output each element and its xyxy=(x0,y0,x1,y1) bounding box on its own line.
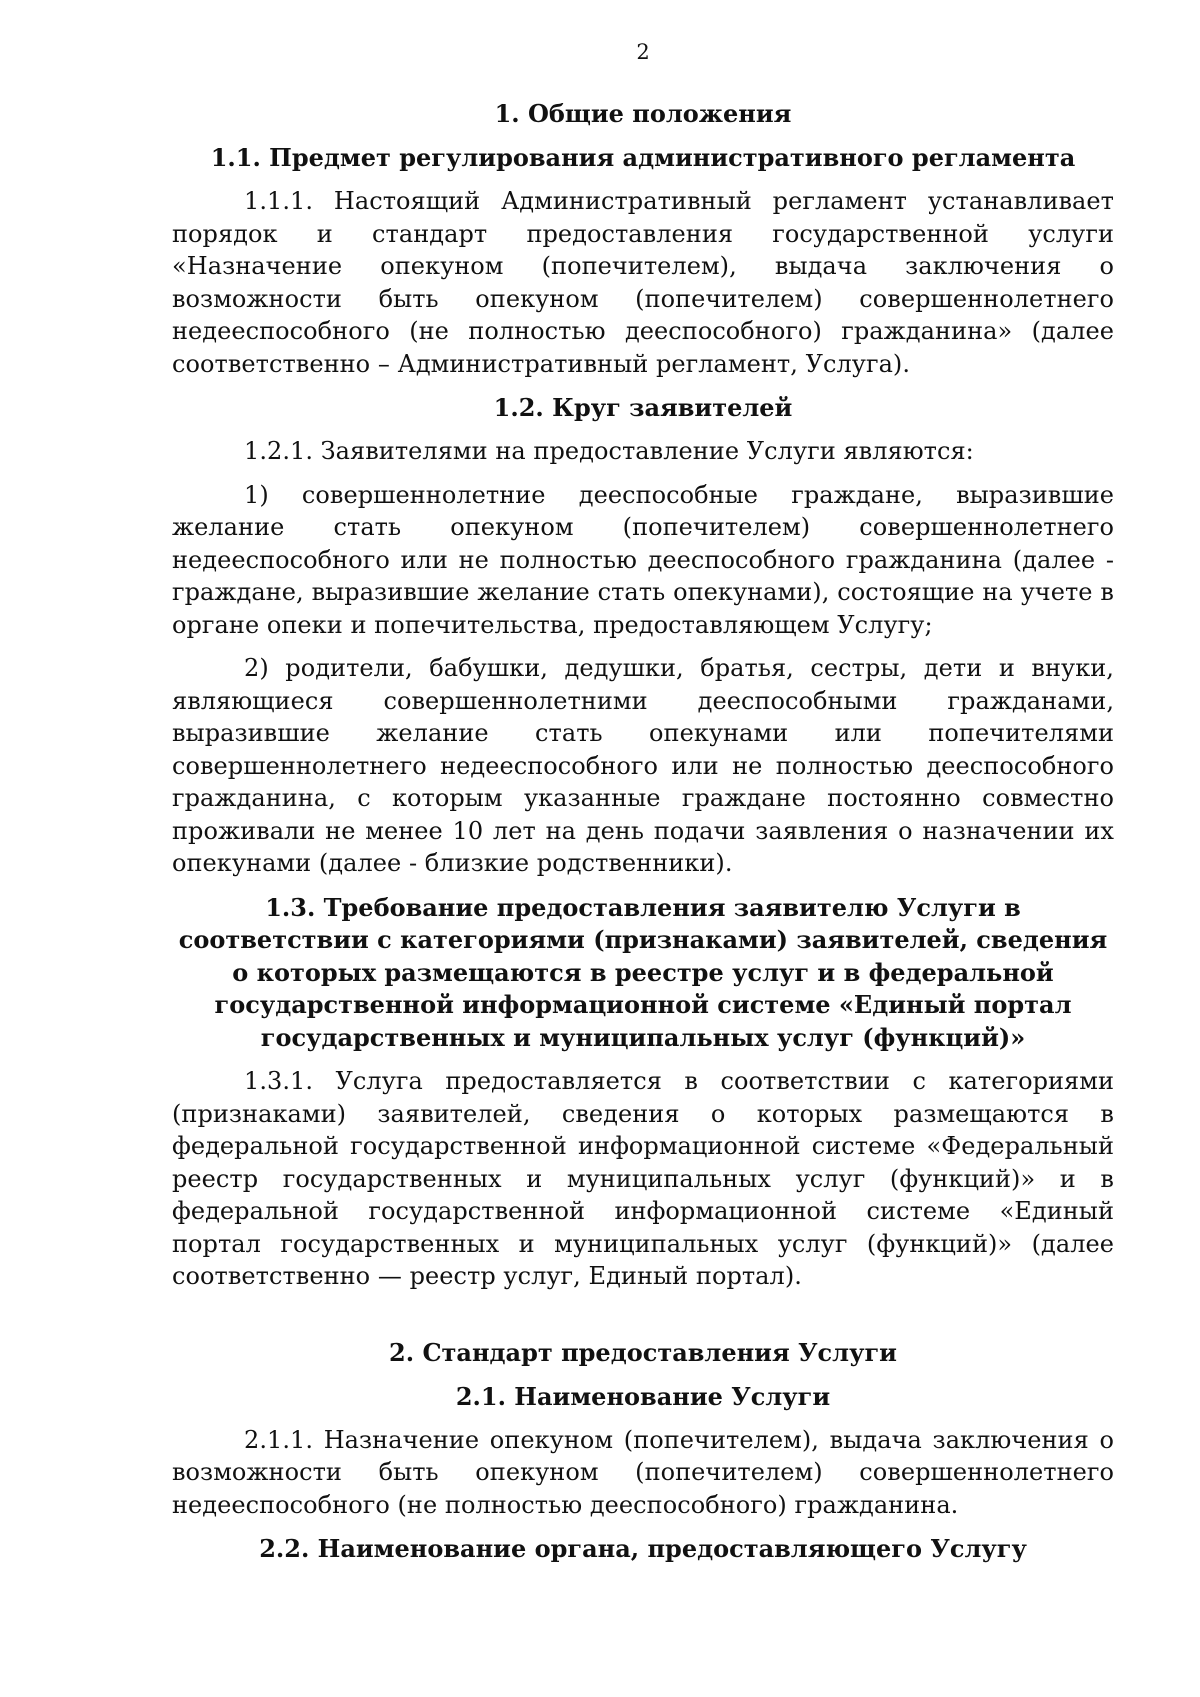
document-body xyxy=(172,98,1114,1565)
section-1-2-title: 1.2. Круг заявителей xyxy=(493,393,793,422)
section-1-3-title: 1.3. Требование предоставления заявителю Услуги в соответствии с категориями (признаками) заявителей, сведения о которых размещаются в реестре услуг и в федеральной государственной информационной системе «Единый портал государственных и муниципальных услуг (функций)» xyxy=(178,892,1108,1052)
section-2-1-title: 2.1. Наименование Услуги xyxy=(455,1381,831,1411)
paragraph-1-2-1-item-1: 1) совершеннолетние дееспособные граждане, выразившие желание стать опекуном (попечителем) совершеннолетнего недееспособного или не полностью дееспособного гражданина (далее - граждане, выразившие желание стать опекунами), состоящие на учете в органе опеки и попечительства, предоставляющем Услугу; xyxy=(172,480,1114,639)
paragraph-1-2-1-item-2: 2) родители, бабушки, дедушки, братья, сестры, дети и внуки, являющиеся совершеннолетними дееспособными гражданами, выразившие желание стать опекунами или попечителями совершеннолетнего недееспособного или не полностью дееспособного гражданина, с которым указанные граждане постоянно совместно проживали не менее 10 лет на день подачи заявления о назначении их опекунами (далее - близкие родственники). xyxy=(172,654,1114,877)
section-2-2-title: 2.2. Наименование органа, предоставляющего Услугу xyxy=(259,1534,1027,1563)
paragraph-1-1-1: 1.1.1. Настоящий Административный регламент устанавливает порядок и стандарт предоставления государственной услуги «Назначение опекуном (попечителем), выдача заключения о возможности быть опекуном (попечителем) совершеннолетнего недееспособного (не полностью дееспособного) гражданина» (далее соответственно – Административный регламент, Услуга). xyxy=(172,187,1114,378)
paragraph-1-3-1: 1.3.1. Услуга предоставляется в соответствии с категориями (признаками) заявителей, сведения о которых размещаются в федеральной государственной информационной системе «Федеральный реестр государственных и муниципальных услуг (функций)» и в федеральной государственной информационной системе «Единый портал государственных и муниципальных услуг (функций)» (далее соответственно — реестр услуг, Единый портал). xyxy=(172,1067,1114,1290)
paragraph-2-1-1: 2.1.1. Назначение опекуном (попечителем), выдача заключения о возможности быть опекуном (попечителем) совершеннолетнего недееспособного (не полностью дееспособного) гражданина. xyxy=(172,1425,1114,1519)
section-1-1-title: 1.1. Предмет регулирования административного регламента xyxy=(210,143,1076,172)
section-2-title: 2. Стандарт предоставления Услуги xyxy=(389,1337,897,1367)
page-number: 2 xyxy=(636,40,650,64)
section-1-title: 1. Общие положения xyxy=(494,99,792,128)
paragraph-1-2-1: 1.2.1. Заявителями на предоставление Услуги являются: xyxy=(244,437,974,465)
